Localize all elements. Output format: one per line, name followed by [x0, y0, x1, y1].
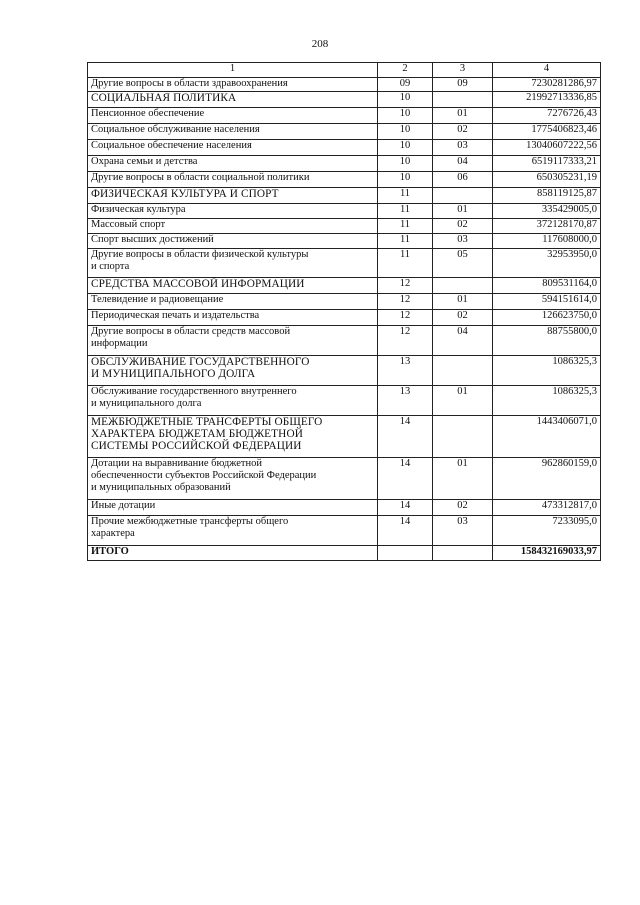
row-amount: 7230281286,97 — [493, 78, 601, 92]
table-row — [88, 500, 601, 516]
row-name-cell: Охрана семьи и детства — [88, 156, 378, 172]
header-col-name: 1 — [88, 63, 378, 78]
row-amount: 126623750,0 — [493, 310, 601, 326]
row-amount: 158432169033,97 — [493, 546, 601, 561]
table-row — [88, 172, 601, 188]
row-section-code: 10 — [378, 156, 433, 172]
row-subsection-code: 01 — [433, 458, 493, 500]
table-row — [88, 386, 601, 416]
row-name-cell: Иные дотации — [88, 500, 378, 516]
section-row — [88, 356, 601, 386]
row-name-cell: Спорт высших достижений — [88, 234, 378, 249]
row-amount: 473312817,0 — [493, 500, 601, 516]
row-section-code: 10 — [378, 92, 433, 108]
row-name-cell: Другие вопросы в области здравоохранения — [88, 78, 378, 92]
row-amount: 809531164,0 — [493, 278, 601, 294]
row-section-code: 11 — [378, 219, 433, 234]
section-row — [88, 188, 601, 204]
table-row — [88, 219, 601, 234]
row-subsection-code — [433, 416, 493, 458]
table-row — [88, 108, 601, 124]
section-row — [88, 278, 601, 294]
row-name-cell: Физическая культура — [88, 204, 378, 219]
row-section-code: 10 — [378, 140, 433, 156]
section-row — [88, 92, 601, 108]
row-amount: 650305231,19 — [493, 172, 601, 188]
row-subsection-code: 02 — [433, 310, 493, 326]
row-subsection-code — [433, 356, 493, 386]
row-amount: 1775406823,46 — [493, 124, 601, 140]
header-col-section: 2 — [378, 63, 433, 78]
total-row — [88, 546, 601, 561]
row-section-code — [378, 546, 433, 561]
row-amount: 32953950,0 — [493, 249, 601, 278]
row-amount: 1086325,3 — [493, 356, 601, 386]
row-name-cell: Другие вопросы в области средств массовой информации — [88, 326, 378, 356]
row-subsection-code: 05 — [433, 249, 493, 278]
row-section-code: 11 — [378, 204, 433, 219]
table-row — [88, 204, 601, 219]
row-amount: 335429005,0 — [493, 204, 601, 219]
table-row — [88, 326, 601, 356]
row-subsection-code — [433, 92, 493, 108]
row-subsection-code: 09 — [433, 78, 493, 92]
row-section-code: 13 — [378, 386, 433, 416]
row-name-cell: ОБСЛУЖИВАНИЕ ГОСУДАРСТВЕННОГО И МУНИЦИПАЛЬНОГО ДОЛГА — [88, 356, 378, 386]
row-section-code: 10 — [378, 108, 433, 124]
row-amount: 13040607222,56 — [493, 140, 601, 156]
row-subsection-code: 01 — [433, 108, 493, 124]
row-subsection-code — [433, 188, 493, 204]
table-row — [88, 234, 601, 249]
row-subsection-code — [433, 278, 493, 294]
row-amount: 6519117333,21 — [493, 156, 601, 172]
page-number: 208 — [311, 38, 329, 50]
row-subsection-code: 02 — [433, 500, 493, 516]
row-amount: 117608000,0 — [493, 234, 601, 249]
row-name-cell: СРЕДСТВА МАССОВОЙ ИНФОРМАЦИИ — [88, 278, 378, 294]
row-name-cell: Телевидение и радиовещание — [88, 294, 378, 310]
row-subsection-code: 03 — [433, 140, 493, 156]
row-section-code: 14 — [378, 458, 433, 500]
table-row — [88, 249, 601, 278]
table-row — [88, 294, 601, 310]
row-amount: 7276726,43 — [493, 108, 601, 124]
row-subsection-code: 02 — [433, 124, 493, 140]
row-section-code: 09 — [378, 78, 433, 92]
row-name-cell: Дотации на выравнивание бюджетной обеспеченности субъектов Российской Федерации и муниципальных образований — [88, 458, 378, 500]
row-subsection-code — [433, 546, 493, 561]
row-section-code: 12 — [378, 326, 433, 356]
table-row — [88, 310, 601, 326]
table-row — [88, 140, 601, 156]
row-name-cell: Пенсионное обеспечение — [88, 108, 378, 124]
row-subsection-code: 04 — [433, 326, 493, 356]
row-name-cell: Периодическая печать и издательства — [88, 310, 378, 326]
row-section-code: 11 — [378, 188, 433, 204]
row-section-code: 14 — [378, 500, 433, 516]
row-subsection-code: 03 — [433, 234, 493, 249]
row-section-code: 12 — [378, 278, 433, 294]
row-name-cell: Обслуживание государственного внутреннего и муниципального долга — [88, 386, 378, 416]
row-amount: 1086325,3 — [493, 386, 601, 416]
row-subsection-code: 03 — [433, 516, 493, 546]
header-col-amount: 4 — [493, 63, 601, 78]
row-name-cell: Прочие межбюджетные трансферты общего характера — [88, 516, 378, 546]
row-name-cell: Социальное обеспечение населения — [88, 140, 378, 156]
row-subsection-code: 01 — [433, 386, 493, 416]
table-row — [88, 156, 601, 172]
row-name-cell: ИТОГО — [88, 546, 378, 561]
row-amount: 594151614,0 — [493, 294, 601, 310]
row-name-cell: Другие вопросы в области социальной политики — [88, 172, 378, 188]
row-section-code: 10 — [378, 124, 433, 140]
row-name-cell: Массовый спорт — [88, 219, 378, 234]
row-section-code: 10 — [378, 172, 433, 188]
row-name-cell: Социальное обслуживание населения — [88, 124, 378, 140]
row-section-code: 14 — [378, 516, 433, 546]
row-amount: 7233095,0 — [493, 516, 601, 546]
row-section-code: 14 — [378, 416, 433, 458]
row-amount: 88755800,0 — [493, 326, 601, 356]
row-section-code: 13 — [378, 356, 433, 386]
row-subsection-code: 02 — [433, 219, 493, 234]
table-header-row — [88, 63, 601, 78]
row-name-cell: МЕЖБЮДЖЕТНЫЕ ТРАНСФЕРТЫ ОБЩЕГО ХАРАКТЕРА БЮДЖЕТАМ БЮДЖЕТНОЙ СИСТЕМЫ РОССИЙСКОЙ ФЕДЕРАЦИИ — [88, 416, 378, 458]
table-row — [88, 78, 601, 92]
row-subsection-code: 04 — [433, 156, 493, 172]
row-name-cell: СОЦИАЛЬНАЯ ПОЛИТИКА — [88, 92, 378, 108]
row-name-cell: ФИЗИЧЕСКАЯ КУЛЬТУРА И СПОРТ — [88, 188, 378, 204]
table-row — [88, 516, 601, 546]
row-amount: 372128170,87 — [493, 219, 601, 234]
row-subsection-code: 06 — [433, 172, 493, 188]
row-subsection-code: 01 — [433, 204, 493, 219]
budget-table — [87, 62, 601, 561]
row-subsection-code: 01 — [433, 294, 493, 310]
row-amount: 858119125,87 — [493, 188, 601, 204]
row-section-code: 12 — [378, 310, 433, 326]
table-row — [88, 458, 601, 500]
header-col-subsection: 3 — [433, 63, 493, 78]
section-row — [88, 416, 601, 458]
table-row — [88, 124, 601, 140]
row-amount: 21992713336,85 — [493, 92, 601, 108]
row-amount: 1443406071,0 — [493, 416, 601, 458]
row-section-code: 11 — [378, 249, 433, 278]
row-amount: 962860159,0 — [493, 458, 601, 500]
row-name-cell: Другие вопросы в области физической культуры и спорта — [88, 249, 378, 278]
row-section-code: 12 — [378, 294, 433, 310]
row-section-code: 11 — [378, 234, 433, 249]
